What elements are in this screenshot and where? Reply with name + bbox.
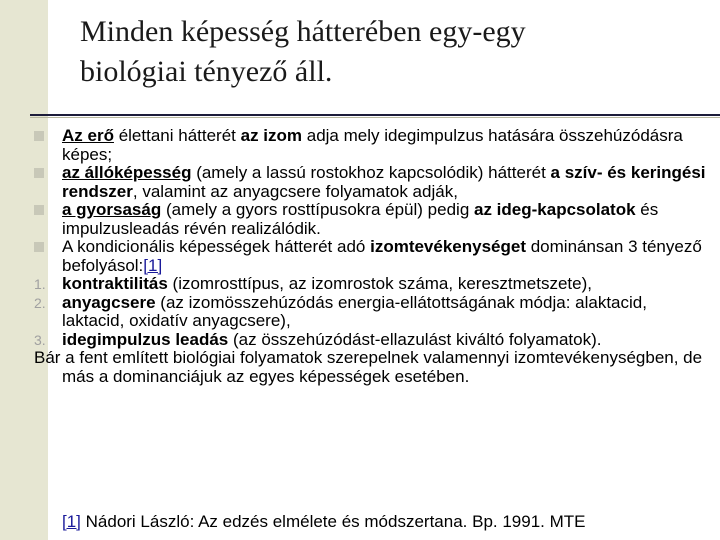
emphasized-text: a szív- és keringési rendszer [62,163,706,201]
square-bullet-icon [34,164,58,183]
slide-title [80,12,700,92]
emphasized-text: Az erő [62,126,114,145]
citation-link[interactable]: [1] [143,255,163,275]
closing-paragraph: Bár a fent említett biológiai folyamatok szerepelnek valamennyi izomtevékenységben, de más a dominanciájuk az egyes képességek esetében. [34,348,703,386]
footnote-text: Nádori László: Az edzés elmélete és módszertana. Bp. 1991. MTE [80,512,586,531]
item-text: , valamint az anyagcsere folyamatok adják, [132,181,458,201]
item-text: (az izomösszehúzódás energia-ellátottságának módja: alaktacid, laktacid, oxidatív anyagcsere), [62,292,647,330]
list-item [34,238,714,275]
list-number: 3. [34,331,46,348]
title-divider [30,114,720,116]
square-bullet-icon [34,238,58,257]
list-item [34,201,714,238]
list-item [34,294,714,331]
item-text: és impulzusleadás révén realizálódik. [62,200,659,238]
item-text: (izomrosttípus, az izomrostok száma, keresztmetszete), [167,274,592,293]
item-text: (amely a gyors rosttípusokra épül) pedig [161,200,474,219]
square-bullet-icon [34,131,44,141]
item-list [34,127,714,349]
square-bullet-icon [34,242,44,252]
emphasized-text: az állóképesség [62,163,192,182]
list-item [34,164,714,201]
slide-body [34,127,714,386]
emphasized-text: az izom [240,126,303,145]
emphasized-text: anyagcsere [62,292,156,312]
emphasized-text: izomtevékenységet [370,237,526,256]
title-line-2: biológiai tényező áll. [80,55,333,88]
emphasized-text: az ideg-kapcsolatok [474,200,636,219]
footnote [62,512,712,532]
list-number: 2. [34,294,46,311]
title-divider-shadow [30,117,720,118]
item-text: adja mely idegimpulzus hatására összehúzódásra képes; [62,126,683,164]
item-text: dominánsan 3 tényező befolyásol: [62,237,702,275]
item-text: élettani hátterét [113,126,241,145]
item-text: A kondicionális képességek hátterét adó [62,237,371,256]
emphasized-text: a gyorsaság [62,200,162,219]
list-item [34,127,714,164]
emphasized-text: kontraktilitás [62,274,168,293]
emphasized-text: idegimpulzus leadás [62,329,229,349]
square-bullet-icon [34,205,44,215]
list-item [34,331,714,350]
title-line-1: Minden képesség hátterében egy-egy [80,15,526,48]
list-number: 1. [34,276,46,292]
footnote-ref-link[interactable]: [1] [62,512,81,531]
list-item [34,275,714,294]
square-bullet-icon [34,168,44,178]
square-bullet-icon [34,127,58,146]
item-text: (amely a lassú rostokhoz kapcsolódik) hátterét [191,163,551,182]
item-text: (az összehúzódást-ellazulást kiváltó folyamatok). [228,329,602,349]
square-bullet-icon [34,201,58,220]
